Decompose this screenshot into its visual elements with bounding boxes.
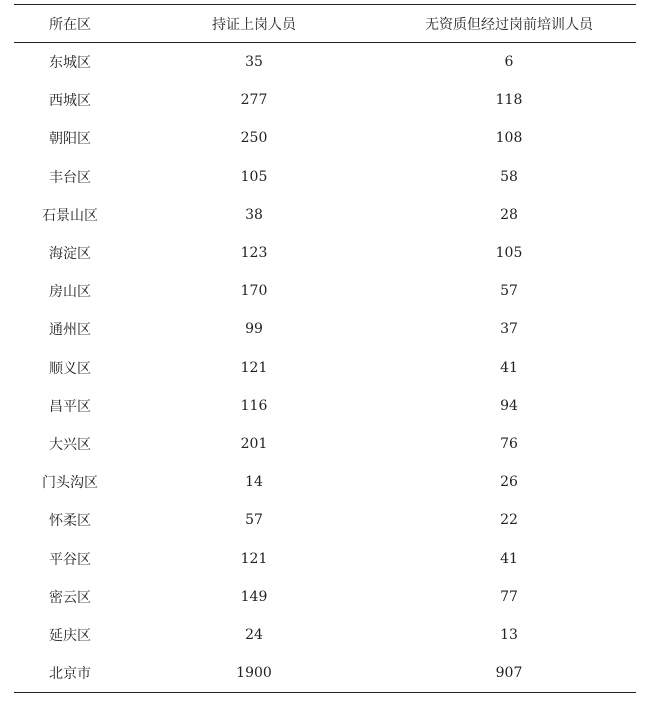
table-row: [14, 81, 636, 119]
district-cell: 西城区: [49, 93, 91, 110]
certified-count-cell: 1900: [236, 665, 272, 682]
certified-count-cell: 57: [245, 512, 263, 529]
district-cell: 密云区: [49, 589, 91, 606]
certified-count-cell: 38: [245, 206, 263, 223]
table-row: [14, 158, 636, 196]
certified-count-cell: 121: [240, 550, 268, 567]
trained-count-cell: 907: [495, 665, 523, 682]
certified-count-cell: 121: [240, 359, 268, 376]
district-cell: 怀柔区: [49, 513, 91, 530]
table-row: [14, 196, 636, 234]
trained-count-cell: 22: [500, 512, 518, 529]
trained-count-cell: 77: [500, 588, 518, 605]
table-row: [14, 310, 636, 348]
trained-count-cell: 41: [500, 550, 518, 567]
district-cell: 石景山区: [42, 207, 98, 224]
certified-count-cell: 35: [245, 54, 263, 71]
district-cell: 朝阳区: [49, 131, 91, 148]
table-row: [14, 654, 636, 692]
trained-count-cell: 37: [500, 321, 518, 338]
certified-count-cell: 170: [240, 283, 268, 300]
column-header-trained: 无资质但经过岗前培训人员: [425, 16, 593, 33]
district-cell: 门头沟区: [42, 475, 98, 492]
certified-count-cell: 277: [240, 92, 268, 109]
certified-count-cell: 24: [245, 626, 263, 643]
trained-count-cell: 6: [504, 54, 514, 71]
table-row: [14, 463, 636, 501]
certified-count-cell: 123: [240, 245, 268, 262]
certified-count-cell: 149: [240, 588, 268, 605]
district-cell: 昌平区: [49, 398, 91, 415]
table-row: [14, 501, 636, 539]
table-row: [14, 425, 636, 463]
trained-count-cell: 94: [500, 397, 518, 414]
district-cell: 顺义区: [49, 360, 91, 377]
table-row: [14, 234, 636, 272]
table-row: [14, 578, 636, 616]
table-row: [14, 616, 636, 654]
district-cell: 平谷区: [49, 551, 91, 568]
district-staff-table: [14, 4, 636, 693]
table-body: [14, 43, 636, 692]
table-row: [14, 119, 636, 157]
certified-count-cell: 105: [240, 168, 268, 185]
table-header-row: [14, 5, 636, 42]
district-cell: 丰台区: [49, 169, 91, 186]
table-row: [14, 43, 636, 81]
trained-count-cell: 28: [500, 206, 518, 223]
trained-count-cell: 105: [495, 245, 523, 262]
trained-count-cell: 57: [500, 283, 518, 300]
trained-count-cell: 41: [500, 359, 518, 376]
district-cell: 北京市: [49, 666, 91, 683]
trained-count-cell: 13: [500, 626, 518, 643]
table-row: [14, 272, 636, 310]
certified-count-cell: 116: [240, 397, 268, 414]
column-header-certified: 持证上岗人员: [212, 16, 296, 33]
certified-count-cell: 99: [245, 321, 263, 338]
certified-count-cell: 14: [245, 474, 263, 491]
certified-count-cell: 201: [240, 435, 268, 452]
district-cell: 房山区: [49, 284, 91, 301]
district-cell: 大兴区: [49, 436, 91, 453]
table-row: [14, 387, 636, 425]
trained-count-cell: 118: [495, 92, 523, 109]
column-header-district: 所在区: [49, 16, 91, 33]
trained-count-cell: 26: [500, 474, 518, 491]
district-cell: 海淀区: [49, 246, 91, 263]
district-cell: 东城区: [49, 55, 91, 72]
certified-count-cell: 250: [240, 130, 268, 147]
table-row: [14, 349, 636, 387]
trained-count-cell: 58: [500, 168, 518, 185]
table-bottom-rule: [14, 692, 636, 693]
district-cell: 延庆区: [49, 627, 91, 644]
table-row: [14, 539, 636, 577]
trained-count-cell: 108: [495, 130, 523, 147]
trained-count-cell: 76: [500, 435, 518, 452]
district-cell: 通州区: [49, 322, 91, 339]
